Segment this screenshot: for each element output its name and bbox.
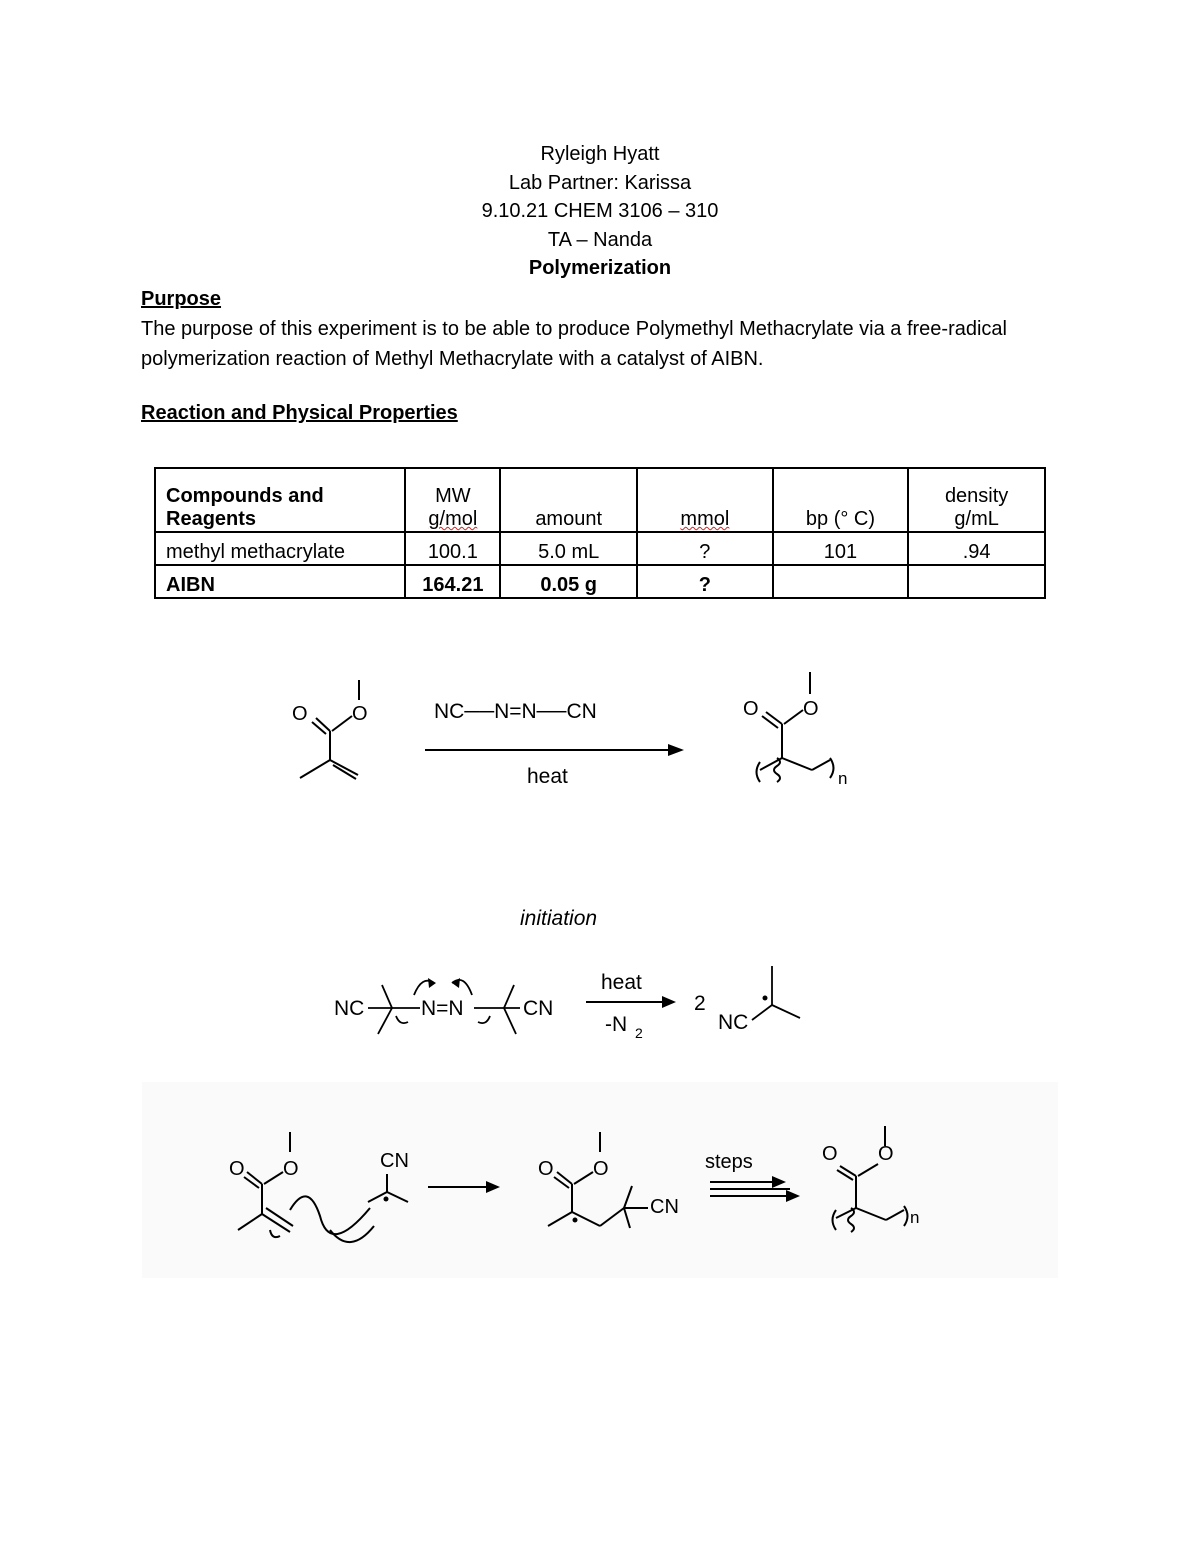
initiation-scheme xyxy=(0,895,1200,1055)
cell-compound: methyl methacrylate xyxy=(155,532,405,565)
document-title: Polymerization xyxy=(528,257,672,279)
atom-o: O xyxy=(878,1143,894,1165)
atom-cn: CN xyxy=(650,1196,679,1218)
ta-name: TA – Nanda xyxy=(547,228,653,251)
condition-heat: heat xyxy=(527,765,568,788)
atom-nc: NC xyxy=(718,1011,749,1034)
atom-cn: CN xyxy=(523,997,554,1020)
atom-nc: NC xyxy=(334,997,365,1020)
purpose-heading: Purpose xyxy=(141,288,222,310)
aibn-reagent: NC──N=N──CN xyxy=(434,700,597,723)
azo-group: N=N xyxy=(421,997,464,1020)
steps-label: steps xyxy=(705,1151,753,1173)
atom-cn: CN xyxy=(380,1150,409,1172)
author-name: Ryleigh Hyatt xyxy=(540,143,660,165)
atom-o: O xyxy=(352,703,368,725)
lab-partner: Lab Partner: Karissa xyxy=(508,171,692,194)
polymer-structure xyxy=(757,672,834,782)
header-compounds: Compounds and Reagents xyxy=(155,468,405,532)
radical-dot xyxy=(573,1218,578,1223)
header-bp: bp (° C) xyxy=(773,468,909,532)
header-amount: amount xyxy=(500,468,637,532)
course-info: 9.10.21 CHEM 3106 – 310 xyxy=(481,200,719,222)
cell-mw: 100.1 xyxy=(405,532,500,565)
atom-o: O xyxy=(229,1158,245,1180)
atom-o: O xyxy=(822,1143,838,1165)
header-mw: MW g/mol xyxy=(405,468,500,532)
cell-mw: 164.21 xyxy=(405,565,500,598)
condition-heat: heat xyxy=(601,971,642,994)
cell-bp: 101 xyxy=(773,532,909,565)
cell-mmol: ? xyxy=(637,565,773,598)
cell-amount: 5.0 mL xyxy=(500,532,637,565)
coefficient: 2 xyxy=(694,992,706,1015)
table-row xyxy=(155,565,1045,598)
radical-bonds xyxy=(752,966,800,1020)
header-mmol: mmol xyxy=(637,468,773,532)
monomer-structure xyxy=(300,680,359,779)
cell-bp xyxy=(773,565,909,598)
table-row xyxy=(155,532,1045,565)
document-header xyxy=(0,140,1200,283)
cell-compound: AIBN xyxy=(155,565,405,598)
radical-dot xyxy=(384,1197,389,1202)
subscript-n: n xyxy=(838,769,848,788)
reaction-heading: Reaction and Physical Properties xyxy=(141,402,458,424)
properties-table xyxy=(154,467,1046,599)
initiation-label: initiation xyxy=(520,907,598,930)
cell-mmol: ? xyxy=(637,532,773,565)
purpose-text: The purpose of this experiment is to be able to produce Polymethyl Methacrylate via a free-radical polymerization reaction of Methyl Methacrylate with a catalyst of AIBN. xyxy=(141,318,1007,370)
cell-density: .94 xyxy=(908,532,1045,565)
propagation-scheme xyxy=(0,1080,1200,1280)
header-density: density g/mL xyxy=(908,468,1045,532)
table-header-row xyxy=(155,468,1045,532)
cell-amount: 0.05 g xyxy=(500,565,637,598)
arrow-head xyxy=(668,744,684,756)
arrow-head xyxy=(662,996,676,1008)
atom-o: O xyxy=(803,698,819,720)
subscript-2: 2 xyxy=(635,1025,643,1041)
scheme-background xyxy=(142,1082,1058,1278)
radical-dot xyxy=(763,996,768,1001)
subscript-n: n xyxy=(910,1208,920,1227)
atom-o: O xyxy=(292,703,308,725)
condition-minus-n2: -N xyxy=(605,1013,628,1036)
arrow-head xyxy=(428,978,436,988)
polymerization-scheme xyxy=(0,660,1200,800)
atom-o: O xyxy=(593,1158,609,1180)
atom-o: O xyxy=(538,1158,554,1180)
atom-o: O xyxy=(283,1158,299,1180)
cell-density xyxy=(908,565,1045,598)
arrow-head xyxy=(452,978,460,988)
atom-o: O xyxy=(743,698,759,720)
